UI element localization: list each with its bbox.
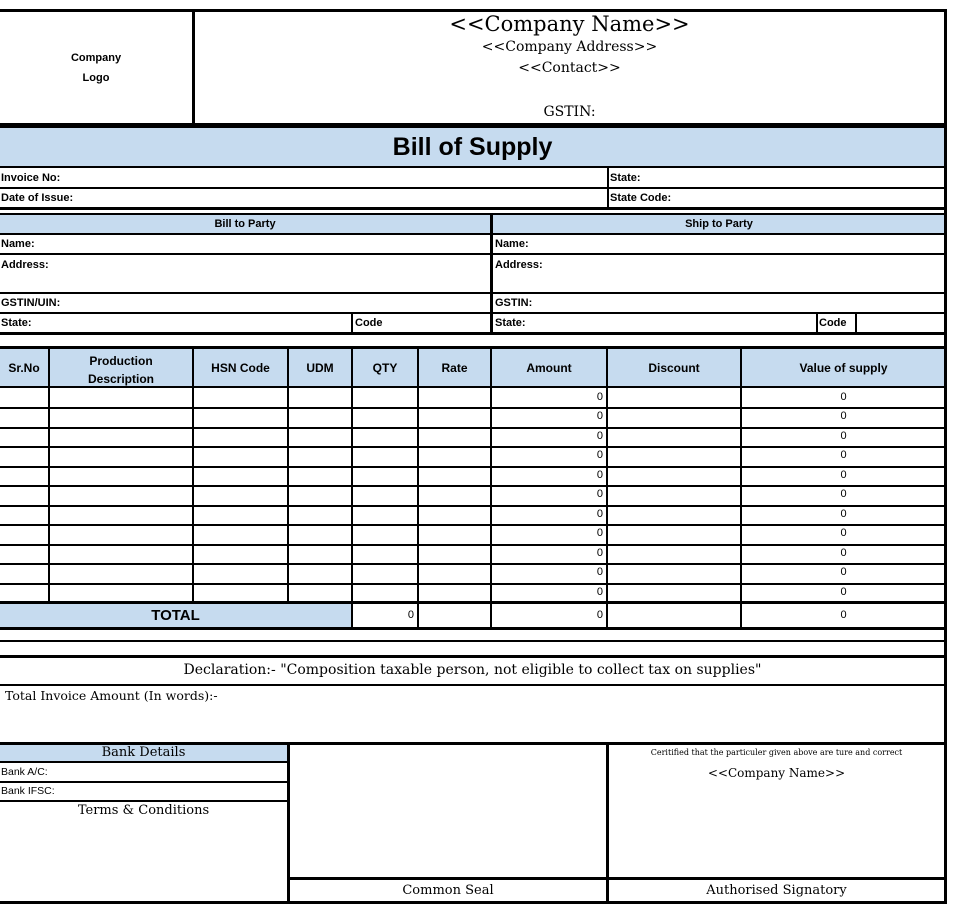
rule — [607, 166, 609, 210]
bill-state-label: State: — [1, 317, 32, 329]
bank-ifsc-label: Bank IFSC: — [1, 785, 55, 797]
company-contact: <<Contact>> — [518, 60, 621, 76]
row-amount: 0 — [596, 547, 603, 559]
ship-to-heading: Ship to Party — [685, 218, 753, 230]
rule — [417, 346, 419, 630]
col-value-of-supply: Value of supply — [799, 361, 888, 375]
row-divider — [0, 427, 947, 429]
bill-name-label: Name: — [1, 238, 35, 250]
rule — [0, 213, 947, 215]
rule — [0, 253, 947, 255]
row-value-of-supply: 0 — [840, 527, 847, 539]
bill-gstin-label: GSTIN/UIN: — [1, 297, 61, 309]
row-amount: 0 — [596, 508, 603, 520]
row-divider — [0, 524, 947, 526]
certification-text: Ceritified that the particuler given above are ture and correct — [650, 748, 903, 757]
total-value-of-supply: 0 — [840, 609, 847, 621]
rule — [351, 312, 353, 334]
rule — [287, 346, 289, 603]
row-divider — [0, 563, 947, 565]
document-title: Bill of Supply — [392, 133, 553, 161]
col-discount: Discount — [648, 361, 700, 375]
rule — [0, 781, 289, 783]
col-hsn-code: HSN Code — [211, 361, 270, 375]
company-logo-placeholder: Company Logo — [70, 52, 122, 84]
row-value-of-supply: 0 — [840, 430, 847, 442]
row-value-of-supply: 0 — [840, 410, 847, 422]
rule — [0, 332, 947, 335]
rule — [855, 312, 857, 334]
bill-address-label: Address: — [1, 259, 49, 271]
row-amount: 0 — [596, 391, 603, 403]
company-address: <<Company Address>> — [481, 39, 658, 55]
bank-account-label: Bank A/C: — [1, 766, 48, 778]
rule — [0, 800, 289, 802]
row-amount: 0 — [596, 566, 603, 578]
rule — [0, 901, 947, 904]
rule — [606, 346, 608, 630]
company-gstin: GSTIN: — [543, 104, 596, 120]
bill-to-heading: Bill to Party — [214, 218, 276, 230]
company-name: <<Company Name>> — [449, 12, 690, 36]
row-divider — [0, 583, 947, 585]
declaration: Declaration:- "Composition taxable person, not eligible to collect tax on supplies" — [183, 662, 762, 678]
rule — [0, 640, 947, 642]
authorised-signatory-label: Authorised Signatory — [706, 883, 847, 898]
col-amount: Amount — [526, 361, 572, 375]
total-qty: 0 — [407, 609, 414, 621]
terms-heading: Terms & Conditions — [77, 803, 210, 818]
row-amount: 0 — [596, 488, 603, 500]
rule — [0, 126, 947, 128]
row-amount: 0 — [596, 430, 603, 442]
invoice-no-label: Invoice No: — [1, 172, 61, 184]
total-label: TOTAL — [151, 607, 200, 624]
rule — [0, 655, 947, 658]
rule — [351, 346, 353, 630]
rule — [0, 187, 947, 189]
rule — [0, 207, 947, 210]
row-value-of-supply: 0 — [840, 508, 847, 520]
rule — [0, 601, 947, 604]
ship-state-label: State: — [495, 317, 526, 329]
ship-address-label: Address: — [495, 259, 543, 271]
col-sr-no: Sr.No — [8, 361, 40, 375]
row-divider — [0, 407, 947, 409]
rule — [816, 312, 818, 334]
col-udm: UDM — [306, 361, 334, 375]
row-divider — [0, 466, 947, 468]
bank-details-heading: Bank Details — [101, 745, 186, 760]
bill-code-label: Code — [355, 317, 383, 329]
row-value-of-supply: 0 — [840, 469, 847, 481]
col-rate: Rate — [441, 361, 468, 375]
row-amount: 0 — [596, 586, 603, 598]
row-divider — [0, 544, 947, 546]
row-value-of-supply: 0 — [840, 449, 847, 461]
row-divider — [0, 485, 947, 487]
row-divider — [0, 505, 947, 507]
ship-gstin-label: GSTIN: — [495, 297, 533, 309]
rule — [192, 346, 194, 603]
row-value-of-supply: 0 — [840, 547, 847, 559]
row-amount: 0 — [596, 527, 603, 539]
rule — [0, 627, 947, 630]
date-of-issue-label: Date of Issue: — [1, 192, 74, 204]
rule — [0, 292, 947, 294]
row-divider — [0, 446, 947, 448]
row-value-of-supply: 0 — [840, 586, 847, 598]
ship-name-label: Name: — [495, 238, 529, 250]
rule — [0, 761, 289, 763]
rule — [0, 346, 947, 349]
rule — [287, 877, 947, 880]
state-label: State: — [610, 172, 641, 184]
row-value-of-supply: 0 — [840, 488, 847, 500]
common-seal-label: Common Seal — [402, 883, 494, 898]
row-value-of-supply: 0 — [840, 391, 847, 403]
rule — [0, 166, 947, 168]
certification-company-name: <<Company Name>> — [707, 766, 846, 780]
rule — [0, 312, 947, 314]
rule — [0, 684, 947, 686]
row-amount: 0 — [596, 469, 603, 481]
col-production-description: Production Description — [87, 354, 154, 386]
col-qty: QTY — [372, 361, 398, 375]
amount-in-words-label: Total Invoice Amount (In words):- — [5, 688, 218, 703]
rule — [287, 742, 290, 904]
ship-code-label: Code — [819, 317, 847, 329]
row-value-of-supply: 0 — [840, 566, 847, 578]
state-code-label: State Code: — [610, 192, 672, 204]
rule — [490, 213, 493, 335]
total-amount: 0 — [596, 609, 603, 621]
row-amount: 0 — [596, 410, 603, 422]
rule — [0, 233, 947, 235]
row-amount: 0 — [596, 449, 603, 461]
